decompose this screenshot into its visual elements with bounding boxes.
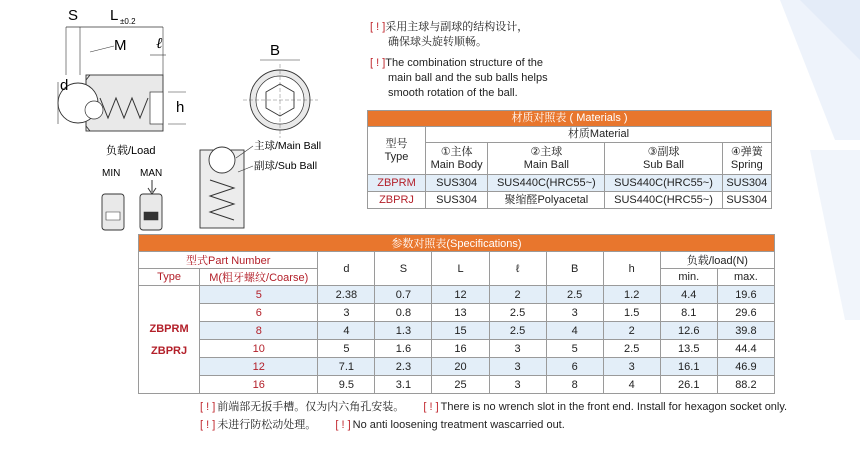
spec-max-header: max.: [717, 269, 774, 286]
spec-col-l-small: ℓ: [489, 252, 546, 286]
note-en-line1: The combination structure of the: [385, 57, 544, 69]
materials-table: [367, 110, 772, 209]
note-en: [370, 56, 770, 101]
note-cn-line1: 采用主球与副球的结构设计，: [385, 21, 529, 33]
min-label: MIN: [102, 168, 121, 179]
footnote-2-en: No anti loosening treatment wascarried out.: [352, 419, 565, 431]
materials-col-mainball: ②主球 Main Ball: [488, 143, 605, 175]
dim-d-label: d: [60, 77, 69, 94]
materials-row: ZBPRJ SUS304 聚缩醛Polyacetal SUS440C(HRC55~) SUS304: [368, 192, 772, 209]
footnote-1: [ ! ] 前端部无扳手槽。仅为内六角孔安装。 [ ! ] There is no wrench slot in the front end. Install for hexagon socket only.: [200, 401, 788, 413]
specifications-table: [138, 234, 775, 394]
footnote-2: [ ! ] 未进行防松动处理。 [ ! ] No anti loosening treatment wascarried out.: [200, 419, 565, 431]
spec-load-header: 负载/load(N): [660, 252, 774, 269]
spec-col-h: h: [603, 252, 660, 286]
spec-row: 6 3 0.8 13 2.5 3 1.5 8.1 29.6: [139, 304, 775, 322]
note-en-line3: smooth rotation of the ball.: [388, 87, 518, 99]
dim-s-label: S: [68, 7, 79, 24]
note-cn-line2: 确保球头旋转顺畅。: [388, 36, 487, 48]
footnote-1-cn: 前端部无扳手槽。仅为内六角孔安装。: [217, 401, 405, 413]
man-label: MAN: [140, 168, 163, 179]
note-en-line2: main ball and the sub balls helps: [388, 72, 548, 84]
dim-m-label: M: [114, 37, 127, 54]
materials-col-subball: ③副球 Sub Ball: [605, 143, 722, 175]
spec-title: 参数对照表(Specifications): [139, 235, 775, 252]
spec-col-d: d: [318, 252, 375, 286]
spec-col-l: L: [432, 252, 489, 286]
spec-col-b: B: [546, 252, 603, 286]
dim-l-label: L: [110, 7, 119, 24]
note-cn: [370, 20, 770, 50]
note-mark: [ ! ]: [370, 21, 386, 33]
spec-col-s: S: [375, 252, 432, 286]
spec-type-header: Type: [139, 269, 200, 286]
footnote-1-en: There is no wrench slot in the front end. Install for hexagon socket only.: [440, 401, 788, 413]
dim-l-small-label: ℓ: [156, 36, 163, 52]
spec-row: ZBPRM ZBPRJ 5 2.38 0.7 12 2 2.5 1.2 4.4 19.6: [139, 286, 775, 304]
materials-col-body: ①主体 Main Body: [426, 143, 488, 175]
load-label: 负载/Load: [106, 145, 156, 157]
spec-m-header: M(粗牙螺纹/Coarse): [200, 269, 318, 286]
main-ball-callout: 主球/Main Ball: [254, 140, 322, 152]
spec-type-cell: ZBPRM ZBPRJ: [139, 286, 200, 394]
spec-row: 16 9.5 3.1 25 3 8 4 26.1 88.2: [139, 376, 775, 394]
spec-row: 10 5 1.6 16 3 5 2.5 13.5 44.4: [139, 340, 775, 358]
materials-col-spring: ④弹簧 Spring: [722, 143, 771, 175]
dim-l-tolerance: ±0.2: [120, 17, 136, 26]
notes-block: [370, 20, 770, 107]
dim-b-label: B: [270, 42, 281, 59]
spec-min-header: min.: [660, 269, 717, 286]
materials-type-header: 型号 Type: [368, 127, 426, 175]
spec-row: 8 4 1.3 15 2.5 4 2 12.6 39.8: [139, 322, 775, 340]
note-mark: [ ! ]: [370, 57, 386, 69]
materials-row: ZBPRM SUS304 SUS440C(HRC55~) SUS440C(HRC55~) SUS304: [368, 175, 772, 192]
dim-h-label: h: [176, 99, 185, 116]
materials-material-header: 材质Material: [426, 127, 772, 143]
spec-row: 12 7.1 2.3 20 3 6 3 16.1 46.9: [139, 358, 775, 376]
spec-part-number-header: 型式Part Number: [139, 252, 318, 269]
materials-title: 材质对照表 ( Materials ): [368, 111, 772, 127]
sub-ball-callout: 副球/Sub Ball: [254, 160, 318, 172]
footnote-2-cn: 未进行防松动处理。: [217, 419, 317, 431]
technical-drawing: [38, 0, 338, 240]
